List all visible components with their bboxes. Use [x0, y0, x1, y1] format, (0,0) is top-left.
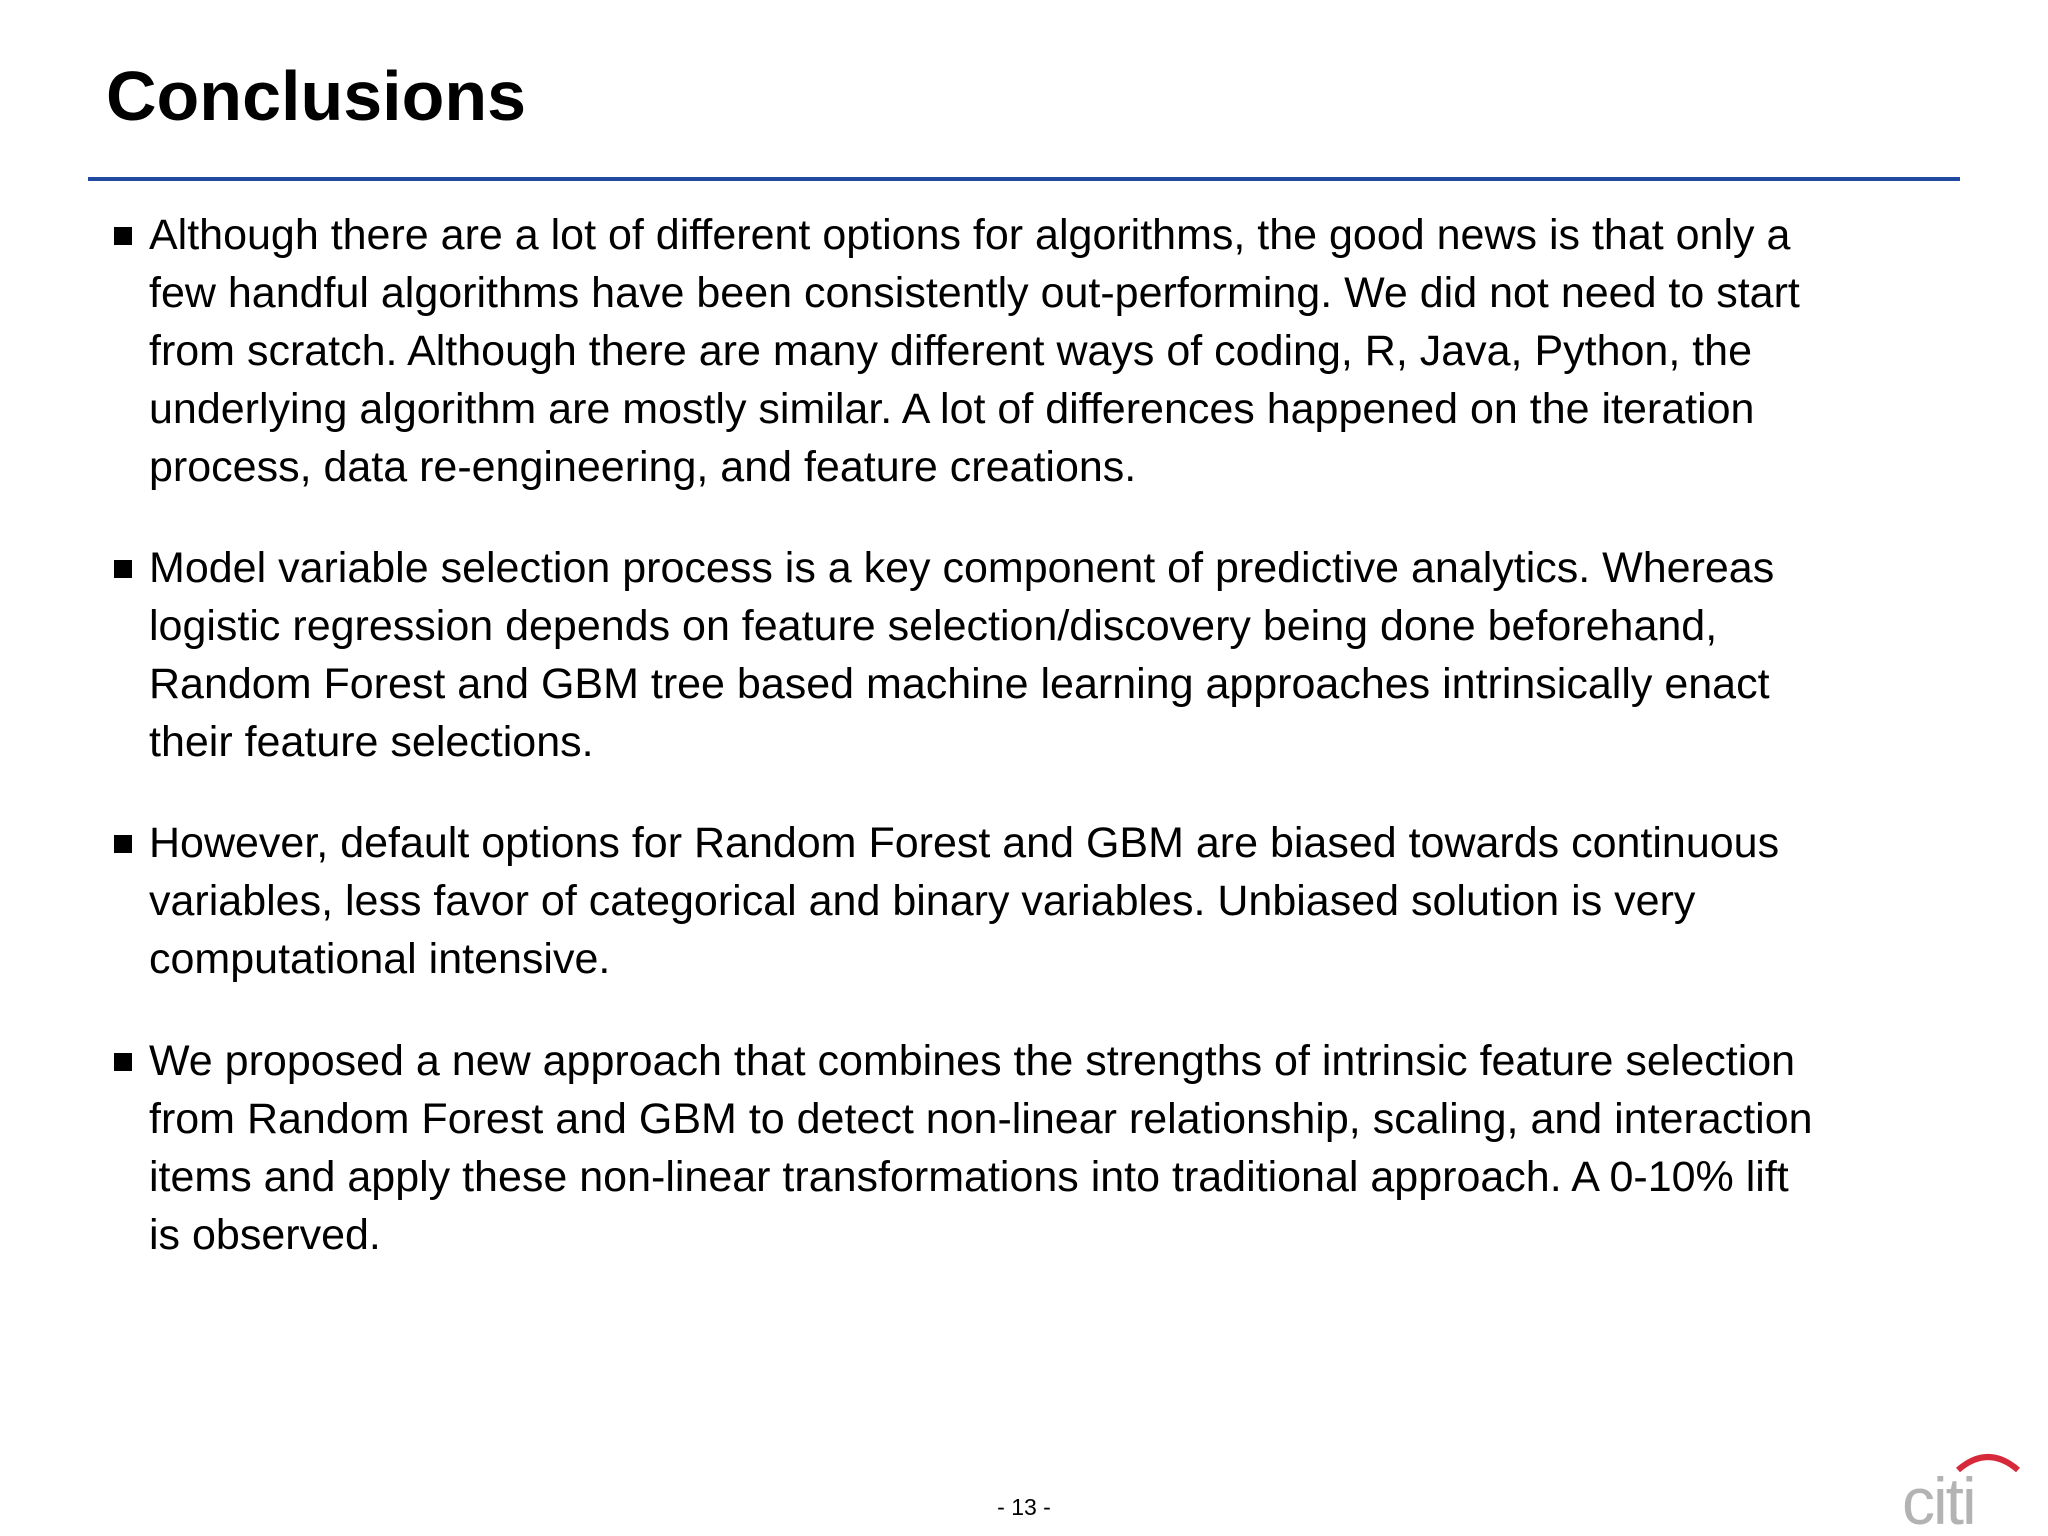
logo-text: citi	[1902, 1464, 1975, 1528]
bullet-line: process, data re-engineering, and feature creations.	[149, 443, 1137, 491]
bullet-line: underlying algorithm are mostly similar. A lot of differences happened on the iteration	[149, 385, 1755, 433]
bullet-line: from scratch. Although there are many different ways of coding, R, Java, Python, the	[149, 327, 1752, 375]
bullet-line: We proposed a new approach that combines the strengths of intrinsic feature selection	[149, 1037, 1796, 1085]
bullet-line: is observed.	[149, 1211, 381, 1259]
square-bullet-icon	[114, 1053, 132, 1071]
bullet-line: Model variable selection process is a key component of predictive analytics. Whereas	[149, 544, 1775, 592]
bullet-line: items and apply these non-linear transformations into traditional approach. A 0-10% lift	[149, 1153, 1789, 1201]
square-bullet-icon	[114, 227, 132, 245]
bullet-line: Although there are a lot of different options for algorithms, the good news is that only a	[149, 211, 1791, 259]
bullet-line: logistic regression depends on feature selection/discovery being done beforehand,	[149, 602, 1718, 650]
page-number: - 13 -	[997, 1494, 1051, 1520]
bullet-line: computational intensive.	[149, 935, 611, 983]
title-divider	[88, 177, 1960, 181]
bullet-line: variables, less favor of categorical and binary variables. Unbiased solution is very	[149, 877, 1696, 925]
bullet-line: their feature selections.	[149, 718, 594, 766]
bullet-line: few handful algorithms have been consistently out-performing. We did not need to start	[149, 269, 1800, 317]
bullet-line: from Random Forest and GBM to detect non-linear relationship, scaling, and interaction	[149, 1095, 1813, 1143]
page-title: Conclusions	[106, 57, 527, 135]
square-bullet-icon	[114, 835, 132, 853]
bullet-line: However, default options for Random Forest and GBM are biased towards continuous	[149, 819, 1780, 867]
bullet-line: Random Forest and GBM tree based machine learning approaches intrinsically enact	[149, 660, 1770, 708]
square-bullet-icon	[114, 560, 132, 578]
citi-logo	[1900, 1448, 2024, 1528]
